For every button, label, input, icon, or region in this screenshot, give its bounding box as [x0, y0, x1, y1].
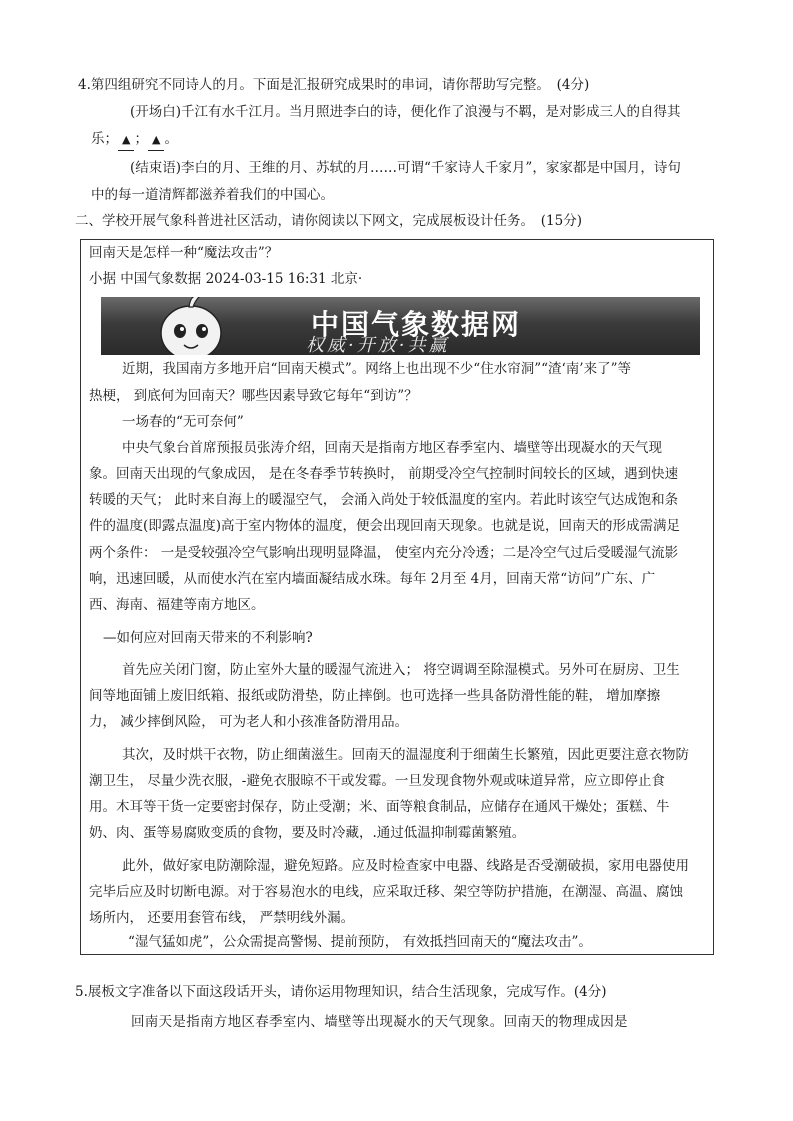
answer-blank-1[interactable] [118, 130, 134, 151]
article-headline: 回南天是怎样一种“魔法攻击”？ [89, 245, 279, 261]
q4-closing-line-1: (结束语)李白的月、王维的月、苏轼的月……可谓“千家诗人千家月”，家家都是中国月，诗句 [130, 160, 681, 176]
subheading-2: —如何应对回南天带来的不利影响? [103, 630, 313, 646]
p3-line-1: 首先应关闭门窗，防止室外大量的暖湿气流进入； 将空调调至除湿模式。另外可在厨房、卫生 [122, 662, 680, 678]
p6-line: “湿气猛如虎”，公众需提高警惕、提前预防， 有效抵挡回南天的“魔法攻击”。 [128, 934, 592, 950]
q4-end-mark: 。 [164, 131, 178, 147]
p3-line-2: 间等地面铺上废旧纸箱、报纸或防滑垫，防止摔倒。也可选择一些具备防滑性能的鞋， 增加摩擦 [89, 688, 661, 704]
p4-line-4: 奶、肉、蛋等易腐败变质的食物，要及时冷藏，.通过低温抑制霉菌繁殖。 [89, 825, 526, 841]
banner-image [101, 297, 700, 355]
section-2-title: 二、学校开展气象科普进社区活动，请你阅读以下网文，完成展板设计任务。 (15分) [75, 213, 582, 229]
p5-line-3: 场所内， 还要用套管布线， 严禁明线外漏。 [89, 910, 355, 926]
p2-line-1: 中央气象台首席预报员张涛介绍，回南天是指南方地区春季室内、墙壁等出现凝水的天气现 [122, 440, 662, 456]
subheading-1: 一场春的“无可奈何” [122, 414, 244, 430]
p5-line-2: 完毕后应及时切断电源。对于容易泡水的电线，应采取迁移、架空等防护措施，在潮湿、高温、腐蚀 [89, 884, 683, 900]
question-5-title: 5.展板文字准备以下面这段话开头，请你运用物理知识，结合生活现象，完成写作。(4分) [75, 984, 607, 1000]
p2-line-6: 响，迅速回暖，从而使水汽在室内墙面凝结成水珠。每年 2月至 4月，回南天常“访问”广东、广 [89, 571, 656, 587]
p2-line-7: 西、海南、福建等南方地区。 [89, 597, 265, 613]
answer-blank-2[interactable] [148, 130, 164, 151]
p3-line-3: 力， 减少摔倒风险， 可为老人和小孩准备防滑用品。 [89, 714, 409, 730]
p2-line-2: 象。回南天出现的气象成因， 是在冬春季节转换时， 前期受冷空气控制时间较长的区域，遇到快速 [89, 466, 679, 482]
p2-line-5: 两个条件： 一是受较强冷空气影响出现明显降温， 使室内充分冷透；二是冷空气过后受暖湿气流影 [89, 545, 679, 561]
question-4-title: 4.第四组研究不同诗人的月。下面是汇报研究成果时的串词，请你帮助写完整。 (4分) [78, 77, 590, 93]
p1-line-1: 近期，我国南方多地开启“回南天模式”。网络上也出现不少“住水帘洞”“渣‘南’来了”等 [122, 361, 631, 377]
p4-line-3: 用。木耳等干货一定要密封保存，防止受潮；米、面等粮食制品，应储存在通风干燥处；蛋糕、牛 [89, 799, 670, 815]
q4-opening-line-2 [91, 129, 178, 151]
triangle-icon: ▲ [122, 133, 131, 146]
q4-separator: ； [134, 131, 148, 147]
p4-line-2: 潮卫生， 尽量少洗衣服，-避免衣服晾不干或发霉。一旦发现食物外观或味道异常，应立即停止食 [89, 773, 665, 789]
triangle-icon: ▲ [151, 133, 161, 146]
q4-closing-line-2: 中的每一道清辉都滋养着我们的中国心。 [91, 187, 334, 203]
q4-opening-line-1: (开场白)千江有水千江月。当月照进李白的诗，便化作了浪漫与不羁，是对影成三人的自得其 [130, 104, 681, 120]
q4-opening-prefix: 乐； [91, 131, 118, 147]
p2-line-3: 转暖的天气； 此时来自海上的暖湿空气， 会涌入尚处于较低温度的室内。若此时该空气达成饱和条 [89, 492, 679, 508]
mascot-icon [151, 297, 231, 355]
p2-line-4: 件的温度(即露点温度)高于室内物体的温度，便会出现回南天现象。也就是说，回南天的形成需满足 [89, 518, 681, 534]
article-byline: 小据 中国气象数据 2024-03-15 16:31 北京· [89, 271, 363, 287]
q5-line-1: 回南天是指南方地区春季室内、墙壁等出现凝水的天气现象。回南天的物理成因是 [131, 1014, 628, 1030]
p4-line-1: 其次，及时烘干衣物，防止细菌滋生。回南天的温湿度利于细菌生长繁殖，因此更要注意衣物防 [122, 747, 689, 763]
p5-line-1: 此外，做好家电防潮除湿，避免短路。应及时检查家中电器、线路是否受潮破损，家用电器使用 [122, 858, 689, 874]
p1-line-2: 热梗， 到底何为回南天？哪些因素导致它每年“到访”？ [89, 388, 418, 404]
banner-subtitle: 权威·开放·共赢 [306, 335, 450, 355]
banner-title: 中国气象数据网 [311, 308, 522, 341]
